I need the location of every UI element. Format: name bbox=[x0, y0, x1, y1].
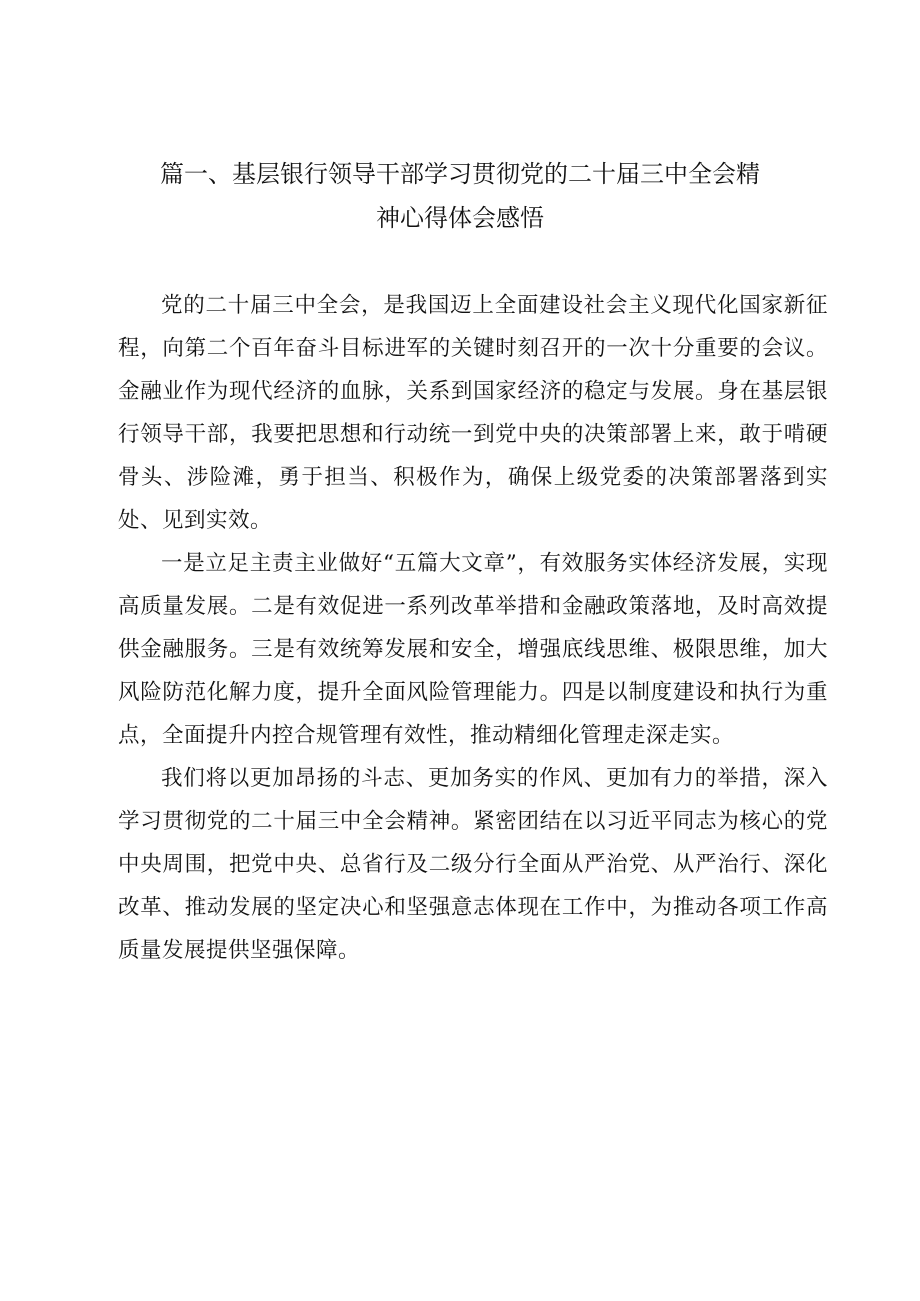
title-line-2: 神心得体会感悟 bbox=[376, 204, 544, 232]
document-title bbox=[100, 152, 820, 240]
paragraph-2: 一是立足主责主业做好“五篇大文章”，有效服务实体经济发展，实现高质量发展。二是有效促进一系列改革举措和金融政策落地，及时高效提供金融服务。三是有效统筹发展和安全，增强底线思维、极限思维，加大风险防范化解力度，提升全面风险管理能力。四是以制度建设和执行为重点，全面提升内控合规管理有效性，推动精细化管理走深走实。 bbox=[118, 551, 828, 748]
paragraph-1: 党的二十届三中全会，是我国迈上全面建设社会主义现代化国家新征程，向第二个百年奋斗目标进军的关键时刻召开的一次十分重要的会议。金融业作为现代经济的血脉，关系到国家经济的稳定与发展。身在基层银行领导干部，我要把思想和行动统一到党中央的决策部署上来，敢于啃硬骨头、涉险滩，勇于担当、积极作为，确保上级党委的决策部署落到实处、见到实效。 bbox=[118, 293, 828, 533]
title-line-1: 篇一、基层银行领导干部学习贯彻党的二十届三中全会精 bbox=[160, 160, 760, 188]
paragraph-3: 我们将以更加昂扬的斗志、更加务实的作风、更加有力的举措，深入学习贯彻党的二十届三中全会精神。紧密团结在以习近平同志为核心的党中央周围，把党中央、总省行及二级分行全面从严治党、从严治行、深化改革、推动发展的坚定决心和坚强意志体现在工作中，为推动各项工作高质量发展提供坚强保障。 bbox=[118, 766, 828, 963]
document-body bbox=[118, 284, 828, 972]
